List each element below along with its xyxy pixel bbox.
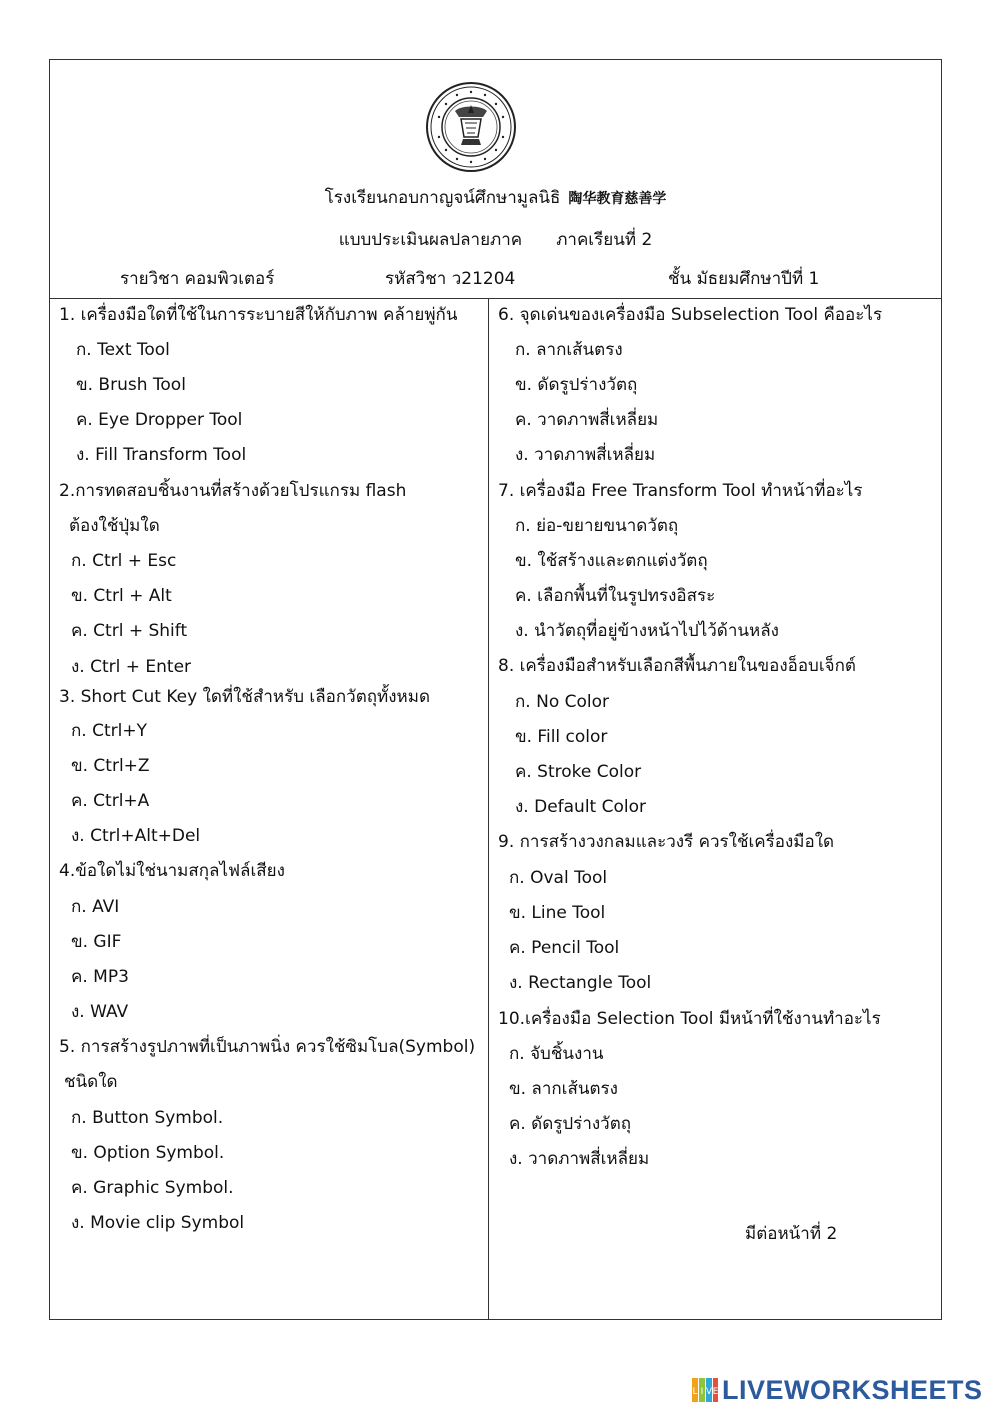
q8-choice-d: ง. Default Color: [515, 797, 647, 817]
question-7: 7. เครื่องมือ Free Transform Tool ทำหน้าที่อะไร: [498, 481, 863, 501]
school-name: โรงเรียนกอบกาญจน์ศึกษามูลนิธิ: [324, 188, 561, 208]
question-3: 3. Short Cut Key ใดที่ใช้สำหรับ เลือกวัตถุทั้งหมด: [59, 687, 430, 707]
question-8: 8. เครื่องมือสำหรับเลือกสีพื้นภายในของอ็อบเจ็กต์: [498, 656, 856, 676]
question-2: 2.การทดสอบชิ้นงานที่สร้างด้วยโปรแกรม flash: [59, 481, 407, 501]
q9-choice-b: ข. Line Tool: [509, 903, 606, 923]
q7-choice-a: ก. ย่อ-ขยายขนาดวัตถุ: [515, 516, 679, 536]
liveworksheets-logo-icon: [692, 1378, 718, 1402]
q4-choice-c: ค. MP3: [71, 967, 129, 987]
q4-choice-a: ก. AVI: [71, 897, 120, 917]
q3-choice-b: ข. Ctrl+Z: [71, 756, 150, 776]
q8-choice-b: ข. Fill color: [515, 727, 608, 747]
q1-choice-c: ค. Eye Dropper Tool: [76, 410, 243, 430]
q1-choice-b: ข. Brush Tool: [76, 375, 186, 395]
worksheet-frame: [49, 59, 942, 1320]
worksheet-header: [50, 60, 941, 299]
school-name-chinese: 陶华教育慈善学: [568, 191, 667, 207]
liveworksheets-brand: [692, 1374, 983, 1406]
q7-choice-d: ง. นำวัตถุที่อยู่ข้างหน้าไปไว้ด้านหลัง: [515, 621, 779, 641]
q1-choice-d: ง. Fill Transform Tool: [76, 445, 247, 465]
question-10: 10.เครื่องมือ Selection Tool มีหน้าที่ใช้งานทำอะไร: [498, 1009, 881, 1029]
subject-code-label: รหัสวิชา ว21204: [385, 269, 516, 289]
q2-choice-c: ค. Ctrl + Shift: [71, 621, 188, 641]
q5-choice-d: ง. Movie clip Symbol: [71, 1213, 245, 1233]
question-9: 9. การสร้างวงกลมและวงรี ควรใช้เครื่องมือใด: [498, 832, 835, 852]
question-5: 5. การสร้างรูปภาพที่เป็นภาพนิ่ง ควรใช้ซิมโบล(Symbol): [59, 1037, 476, 1057]
semester-label: ภาคเรียนที่ 2: [556, 230, 653, 250]
q6-choice-a: ก. ลากเส้นตรง: [515, 340, 623, 360]
q7-choice-b: ข. ใช้สร้างและตกแต่งวัตถุ: [515, 551, 708, 571]
q3-choice-c: ค. Ctrl+A: [71, 791, 150, 811]
school-seal-icon: [425, 81, 517, 173]
svg-text:I: I: [700, 1387, 704, 1397]
column-divider: [488, 299, 489, 1320]
question-6: 6. จุดเด่นของเครื่องมือ Subselection Tool คืออะไร: [498, 305, 883, 325]
q2-choice-b: ข. Ctrl + Alt: [71, 586, 172, 606]
q6-choice-b: ข. ดัดรูปร่างวัตถุ: [515, 375, 638, 395]
question-4: 4.ข้อใดไม่ใช่นามสกุลไฟล์เสียง: [59, 861, 285, 881]
q10-choice-a: ก. จับชิ้นงาน: [509, 1044, 604, 1064]
q10-choice-b: ข. ลากเส้นตรง: [509, 1079, 618, 1099]
exam-title: แบบประเมินผลปลายภาค: [338, 230, 523, 250]
q10-choice-d: ง. วาดภาพสี่เหลี่ยม: [509, 1149, 650, 1169]
q10-choice-c: ค. ดัดรูปร่างวัตถุ: [509, 1114, 632, 1134]
q3-choice-a: ก. Ctrl+Y: [71, 721, 147, 741]
question-5-cont: ชนิดใด: [64, 1072, 118, 1092]
q8-choice-a: ก. No Color: [515, 692, 610, 712]
grade-label: ชั้น มัธยมศึกษาปีที่ 1: [668, 269, 820, 289]
svg-text:V: V: [705, 1387, 713, 1397]
question-2-cont: ต้องใช้ปุ่มใด: [69, 516, 160, 536]
q6-choice-c: ค. วาดภาพสี่เหลี่ยม: [515, 410, 659, 430]
q5-choice-c: ค. Graphic Symbol.: [71, 1178, 234, 1198]
liveworksheets-wordmark: LIVEWORKSHEETS: [722, 1374, 983, 1405]
q2-choice-a: ก. Ctrl + Esc: [71, 551, 177, 571]
q9-choice-c: ค. Pencil Tool: [509, 938, 620, 958]
q8-choice-c: ค. Stroke Color: [515, 762, 642, 782]
exam-title-line: [50, 226, 941, 253]
q7-choice-c: ค. เลือกพื้นที่ในรูปทรงอิสระ: [515, 586, 716, 606]
q9-choice-d: ง. Rectangle Tool: [509, 973, 652, 993]
continue-note: มีต่อหน้าที่ 2: [745, 1224, 838, 1244]
q1-choice-a: ก. Text Tool: [76, 340, 170, 360]
q2-choice-d: ง. Ctrl + Enter: [71, 657, 192, 677]
school-name-line: [50, 184, 941, 211]
question-1: 1. เครื่องมือใดที่ใช้ในการระบายสีให้กับภาพ คล้ายพู่กัน: [59, 305, 458, 325]
q9-choice-a: ก. Oval Tool: [509, 868, 608, 888]
q4-choice-b: ข. GIF: [71, 932, 122, 952]
q4-choice-d: ง. WAV: [71, 1002, 129, 1022]
q3-choice-d: ง. Ctrl+Alt+Del: [71, 826, 201, 846]
subject-label: รายวิชา คอมพิวเตอร์: [120, 269, 275, 289]
q5-choice-b: ข. Option Symbol.: [71, 1143, 225, 1163]
svg-text:E: E: [712, 1387, 718, 1397]
svg-text:L: L: [692, 1387, 698, 1397]
q6-choice-d: ง. วาดภาพสี่เหลี่ยม: [515, 445, 656, 465]
q5-choice-a: ก. Button Symbol.: [71, 1108, 224, 1128]
